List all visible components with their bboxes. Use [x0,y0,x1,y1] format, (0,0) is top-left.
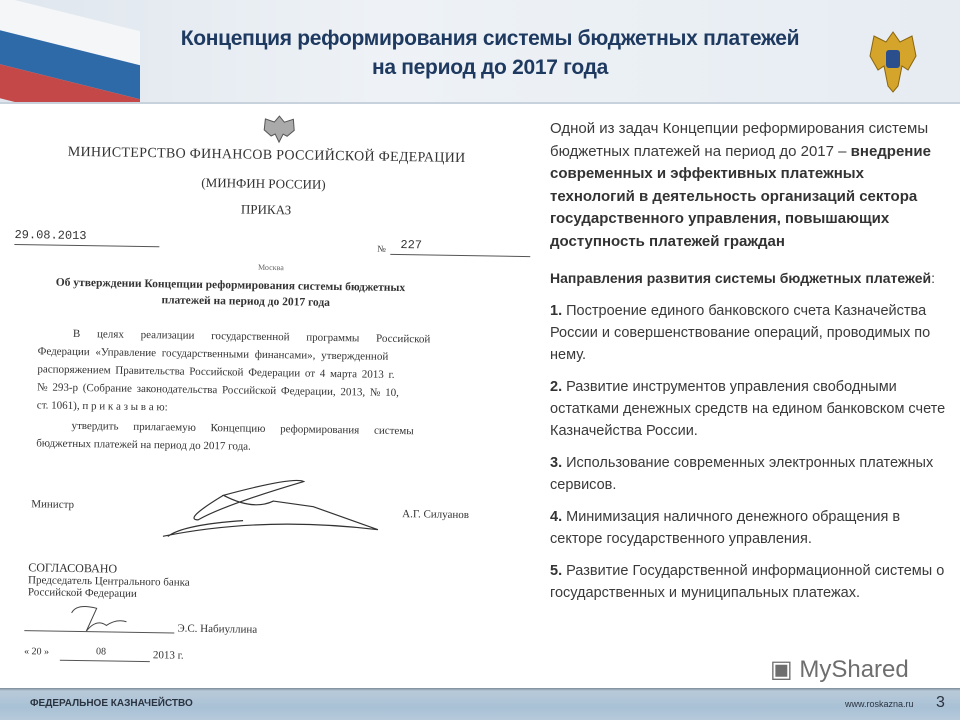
title-line-1: Концепция реформирования системы бюджетных платежей [180,27,800,50]
body-line: утвердить прилагаемую Концепцию реформирования системы [71,419,414,438]
cb-signature [66,603,136,634]
agree-day: « 20 » [23,646,50,658]
coat-of-arms-icon [262,114,296,145]
item-number: 4. [550,508,563,525]
ministry-short: (МИНФИН РОССИИ) [201,174,326,192]
slide-header [0,0,960,104]
body-line: В целях реализации государственной программы Российской [72,327,431,346]
minister-name: А.Г. Силуанов [402,508,470,522]
directions-heading [550,267,950,290]
subject-line-1: Об утверждении Концепции реформирования системы бюджетных [55,276,406,295]
minister-signature [163,474,394,548]
body-line: ст. 1061), п р и к а з ы в а ю: [36,399,168,414]
doc-type: ПРИКАЗ [240,201,292,218]
treasury-emblem-icon [866,26,920,94]
list-item [550,506,950,550]
intro-paragraph [550,118,950,253]
ministry-name: МИНИСТЕРСТВО ФИНАНСОВ РОССИЙСКОЙ ФЕДЕРАЦИИ [67,144,466,167]
item-text: Развитие инструментов управления свободными остатками денежных средств на едином банковском счете Казначейства России. [550,378,946,439]
body-line: бюджетных платежей на период до 2017 года. [36,437,251,453]
list-item [550,300,950,366]
item-text: Использование современных электронных платежных сервисов. [550,454,934,493]
item-text: Развитие Государственной информационной системы о государственных и муниципальных платежах. [550,562,945,601]
page-number: 3 [936,694,945,711]
cb-title-2: Российской Федерации [27,586,137,600]
watermark [770,655,909,684]
directions-colon: : [931,270,935,286]
presentation-icon: ▣ [770,656,793,683]
order-date: 29.08.2013 [14,227,87,244]
item-text: Построение единого банковского счета Казначейства России и совершенствование операций, проводимых по нему. [550,302,931,363]
item-number: 1. [550,302,563,319]
slide-body [550,118,950,614]
intro-bold-text: внедрение современных и эффективных платежных технологий в деятельность организаций сектора государственного управления, повышающих доступность платежей граждан [550,142,931,250]
minister-label: Министр [31,498,75,511]
directions-title: Направления развития системы бюджетных платежей [550,270,932,286]
item-text: Минимизация наличного денежного обращения в секторе государственного управления. [550,508,901,547]
slide-footer [0,688,960,720]
body-line: Федерации «Управление государственными финансами», утвержденной [37,345,389,363]
footer-url[interactable]: www.roskazna.ru [845,699,914,709]
order-number: 227 [400,238,423,253]
agree-year: 2013 г. [152,649,184,662]
title-line-2: на период до 2017 года [372,56,608,79]
item-number: 3. [550,454,563,471]
body-line: № 293-р (Собрание законодательства Российской Федерации, 2013, № 10, [37,381,399,400]
number-label: № [377,243,387,254]
subject-line-2: платежей на период до 2017 года [161,294,331,309]
slide-title [120,24,860,82]
cb-title-1: Председатель Центрального банка [28,574,190,589]
city: Москва [257,262,284,273]
agreed-label: СОГЛАСОВАНО [28,560,118,576]
list-item [550,376,950,442]
body-line: распоряжением Правительства Российской Федерации от 4 марта 2013 г. [37,363,395,381]
item-number: 5. [550,562,563,579]
intro-text: Одной из задач Концепции реформирования системы бюджетных платежей на период до 2017 – [550,120,929,160]
order-document-scan [0,106,540,690]
cb-name: Э.С. Набиуллина [177,622,258,636]
footer-org: ФЕДЕРАЛЬНОЕ КАЗНАЧЕЙСТВО [30,698,193,709]
list-item [550,560,950,604]
list-item [550,452,950,496]
watermark-text: MyShared [799,656,909,683]
agree-month: 08 [95,646,107,658]
item-number: 2. [550,378,563,395]
